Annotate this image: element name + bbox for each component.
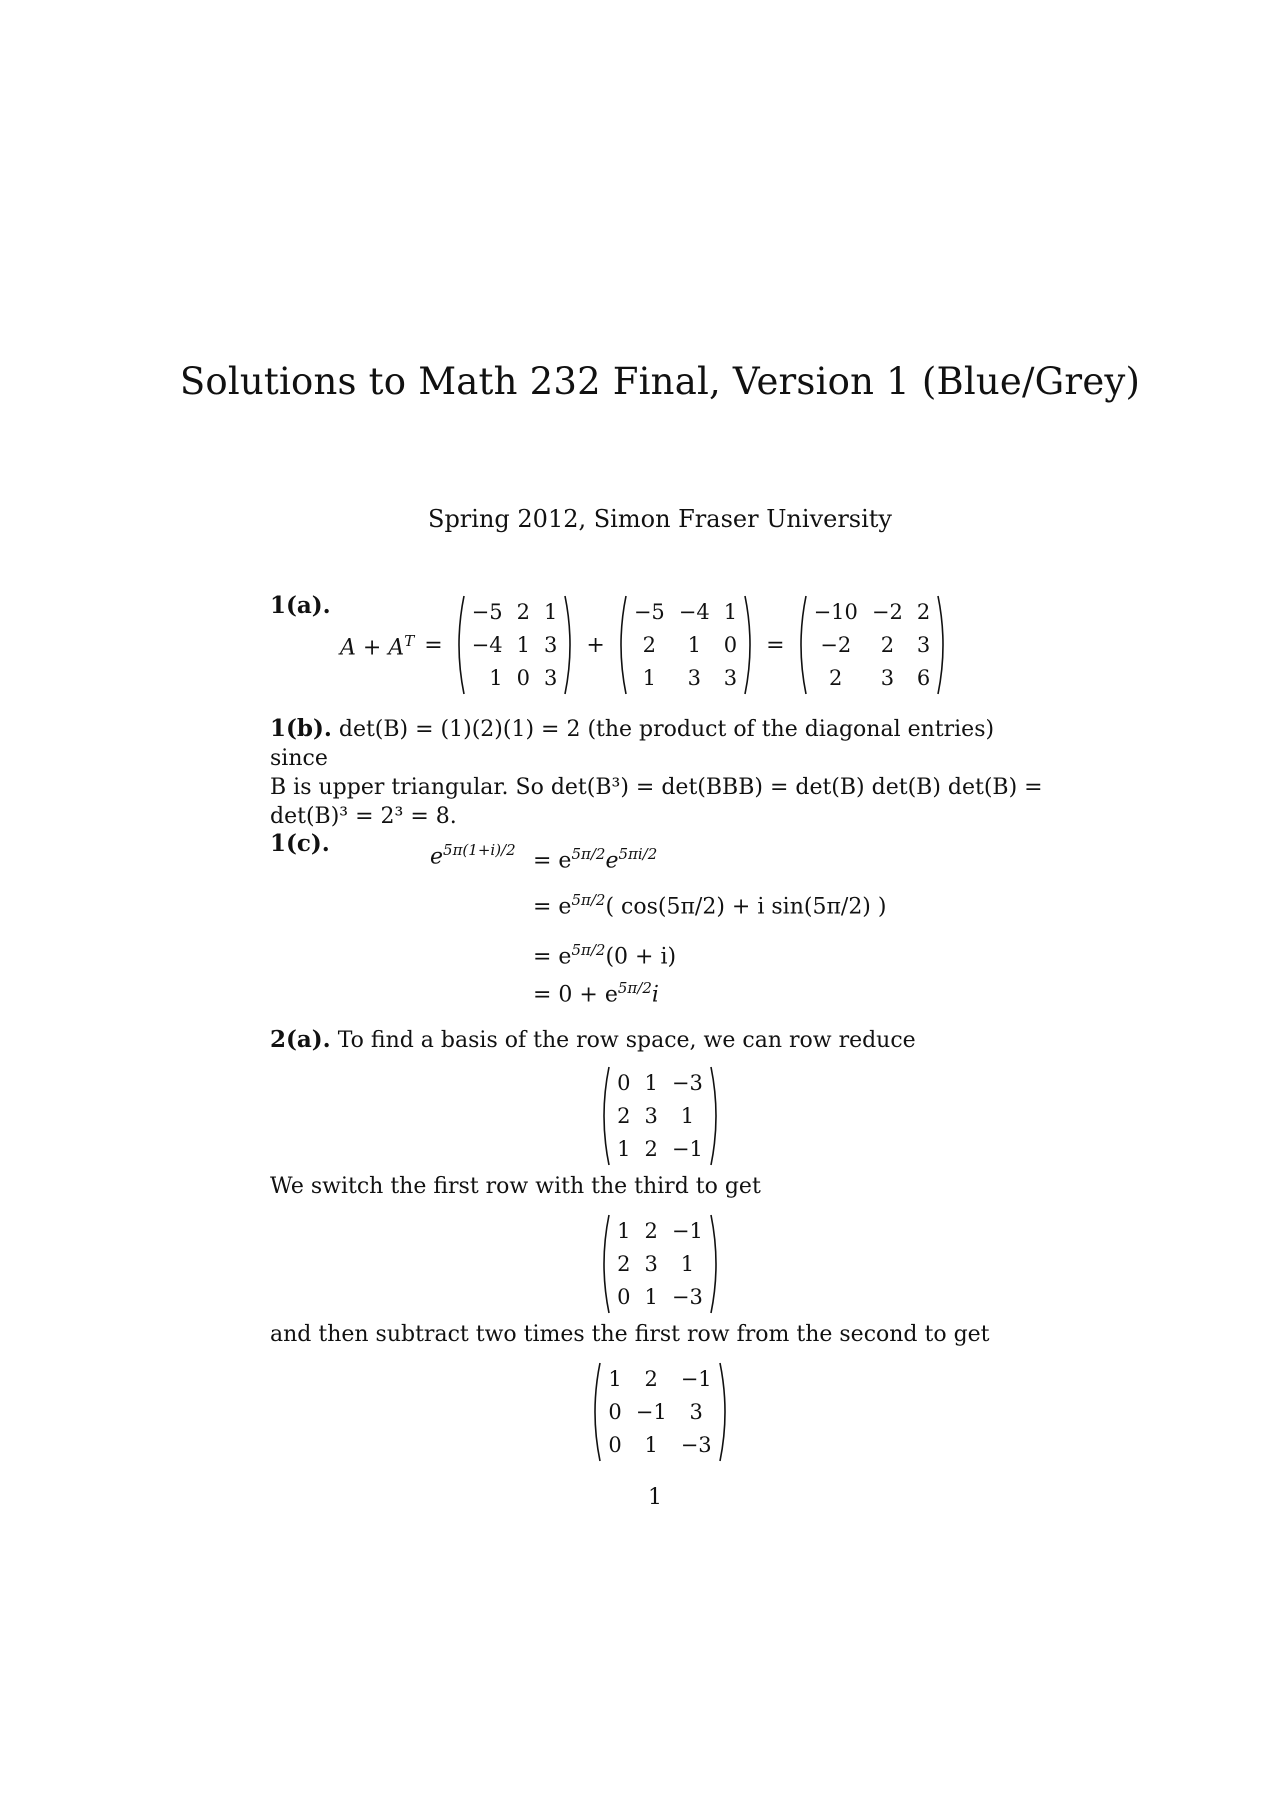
matrix-entries: [610, 1066, 710, 1166]
matrix-cell: 3: [689, 1399, 703, 1424]
matrix-cell: 1: [644, 1285, 658, 1310]
matrix-cell: −1: [671, 1218, 703, 1243]
matrix-cell: 2: [880, 632, 895, 657]
matrix-2a-3: [0, 1362, 1280, 1462]
matrix-cell: −3: [671, 1285, 703, 1310]
problem-1c-line-2: = $e^{5\pi/2}$( cos(5π/2) + i sin(5π/2) ): [533, 891, 887, 920]
problem-1b-line-3: det(B)³ = 2³ = 8.: [270, 804, 457, 829]
matrix-cell: 3: [880, 666, 895, 691]
problem-2a-intro-text: To find a basis of the row space, we can row reduce: [337, 1028, 916, 1053]
matrix-cell: 3: [644, 1251, 658, 1276]
matrix-cell: −2: [871, 599, 903, 624]
matrix-cell: 3: [687, 666, 701, 691]
left-paren: [453, 595, 465, 695]
matrix-cell: 3: [723, 666, 738, 691]
matrix-row: [610, 1247, 710, 1280]
problem-1c-line-4: = $0 + e^{5\pi/2}i$: [533, 979, 659, 1008]
matrix-cell: 1: [680, 1103, 695, 1128]
matrix-entries: [465, 595, 565, 695]
matrix-cell: −4: [471, 632, 503, 657]
matrix-cell: 3: [644, 1103, 658, 1128]
problem-2a-intro: [270, 1025, 1045, 1055]
left-paren: [598, 1214, 610, 1314]
matrix-cell: −3: [680, 1433, 712, 1458]
matrix-cell: 3: [544, 632, 558, 657]
page-title: Solutions to Math 232 Final, Version 1 (Blue/Grey): [179, 360, 1141, 403]
page-number: 1: [648, 1485, 662, 1510]
matrix-cell: 1: [489, 666, 503, 691]
matrix-a: [453, 595, 577, 695]
matrix-row: [627, 662, 744, 695]
lhs-expression: $A + A^T$: [340, 632, 415, 661]
matrix-row: [465, 628, 565, 661]
matrix-entries: [610, 1214, 710, 1314]
matrix-cell: 2: [617, 1251, 631, 1276]
problem-1c-line-3: = $e^{5\pi/2}(0 + i)$: [533, 941, 677, 970]
matrix-entries: [601, 1362, 718, 1462]
matrix-cell: 2: [644, 1137, 658, 1162]
matrix-row: [610, 1281, 710, 1314]
matrix-cell: 2: [916, 599, 931, 624]
problem-2a-step-2: and then subtract two times the first row from the second to get: [270, 1322, 990, 1347]
matrix-row: [807, 628, 938, 661]
problem-1b: [270, 714, 1045, 831]
matrix-cell: −4: [678, 599, 710, 624]
matrix-cell: 1: [644, 1433, 658, 1458]
problem-1a-label: 1(a).: [270, 592, 331, 619]
right-paren: [710, 1214, 722, 1314]
matrix-row: [610, 1099, 710, 1132]
problem-2a-step-1: We switch the first row with the third to get: [270, 1174, 761, 1199]
matrix-2a-1: [0, 1066, 1280, 1166]
matrix-cell: 0: [516, 666, 530, 691]
left-paren: [589, 1362, 601, 1462]
matrix-cell: 0: [723, 632, 738, 657]
matrix-cell: 1: [723, 599, 738, 624]
problem-1a-equation: [340, 595, 949, 695]
matrix-row: [601, 1429, 718, 1462]
matrix-cell: 6: [916, 666, 931, 691]
matrix-row: [610, 1214, 710, 1247]
matrix-row: [601, 1395, 718, 1428]
problem-1c-line-1: = $e^{5\pi/2}e^{5\pi i/2}$: [533, 845, 658, 874]
matrix-cell: 0: [608, 1433, 622, 1458]
matrix-cell: −2: [820, 632, 852, 657]
equals-sign: =: [766, 632, 785, 658]
left-paren: [795, 595, 807, 695]
matrix-cell: 2: [516, 599, 530, 624]
matrix-a-transpose: [615, 595, 756, 695]
matrix-2a-2: [0, 1214, 1280, 1314]
matrix-cell: 2: [644, 1366, 658, 1391]
matrix-row: [627, 595, 744, 628]
matrix-row: [610, 1133, 710, 1166]
left-paren: [598, 1066, 610, 1166]
matrix-row: [610, 1066, 710, 1099]
matrix-cell: 0: [608, 1399, 622, 1424]
matrix-cell: 3: [916, 632, 931, 657]
matrix-row: [807, 595, 938, 628]
matrix-cell: −1: [680, 1366, 712, 1391]
matrix-cell: 1: [617, 1137, 631, 1162]
matrix-row: [465, 595, 565, 628]
plus-sign: +: [586, 632, 605, 658]
matrix-cell: −5: [633, 599, 665, 624]
right-paren: [710, 1066, 722, 1166]
problem-1b-line-2: B is upper triangular. So det(B³) = det(BBB) = det(B) det(B) det(B) =: [270, 775, 1043, 800]
matrix-row: [807, 662, 938, 695]
matrix-cell: 1: [617, 1218, 631, 1243]
matrix-cell: 1: [687, 632, 701, 657]
left-paren: [615, 595, 627, 695]
right-paren: [719, 1362, 731, 1462]
matrix-entries: [627, 595, 744, 695]
matrix-cell: −10: [813, 599, 858, 624]
matrix-cell: 2: [829, 666, 843, 691]
matrix-cell: 1: [644, 1070, 658, 1095]
matrix-cell: −3: [671, 1070, 703, 1095]
matrix-row: [465, 662, 565, 695]
matrix-cell: 1: [642, 666, 656, 691]
matrix-cell: 0: [617, 1070, 631, 1095]
problem-1b-line-1: det(B) = (1)(2)(1) = 2 (the product of the diagonal entries) since: [270, 717, 995, 771]
matrix-cell: 1: [516, 632, 530, 657]
right-paren: [937, 595, 949, 695]
matrix-cell: −1: [635, 1399, 667, 1424]
problem-1b-label: 1(b).: [270, 715, 332, 742]
matrix-cell: 1: [608, 1366, 622, 1391]
matrix-cell: 0: [617, 1285, 631, 1310]
matrix-cell: 2: [644, 1218, 658, 1243]
matrix-row: [627, 628, 744, 661]
problem-2a-label: 2(a).: [270, 1026, 331, 1053]
right-paren: [744, 595, 756, 695]
equals-sign: =: [424, 632, 443, 658]
matrix-cell: 2: [642, 632, 656, 657]
right-paren: [564, 595, 576, 695]
matrix-cell: 2: [617, 1103, 631, 1128]
page-subtitle: Spring 2012, Simon Fraser University: [428, 505, 892, 533]
matrix-cell: 3: [544, 666, 558, 691]
matrix-row: [601, 1362, 718, 1395]
matrix-sum: [795, 595, 950, 695]
matrix-cell: −5: [471, 599, 503, 624]
matrix-cell: −1: [671, 1137, 703, 1162]
matrix-cell: 1: [544, 599, 558, 624]
matrix-entries: [807, 595, 938, 695]
problem-1c-label: 1(c).: [270, 830, 330, 857]
problem-1c-lhs: $e^{5\pi(1+i)/2}$: [430, 841, 516, 870]
matrix-cell: 1: [680, 1251, 695, 1276]
